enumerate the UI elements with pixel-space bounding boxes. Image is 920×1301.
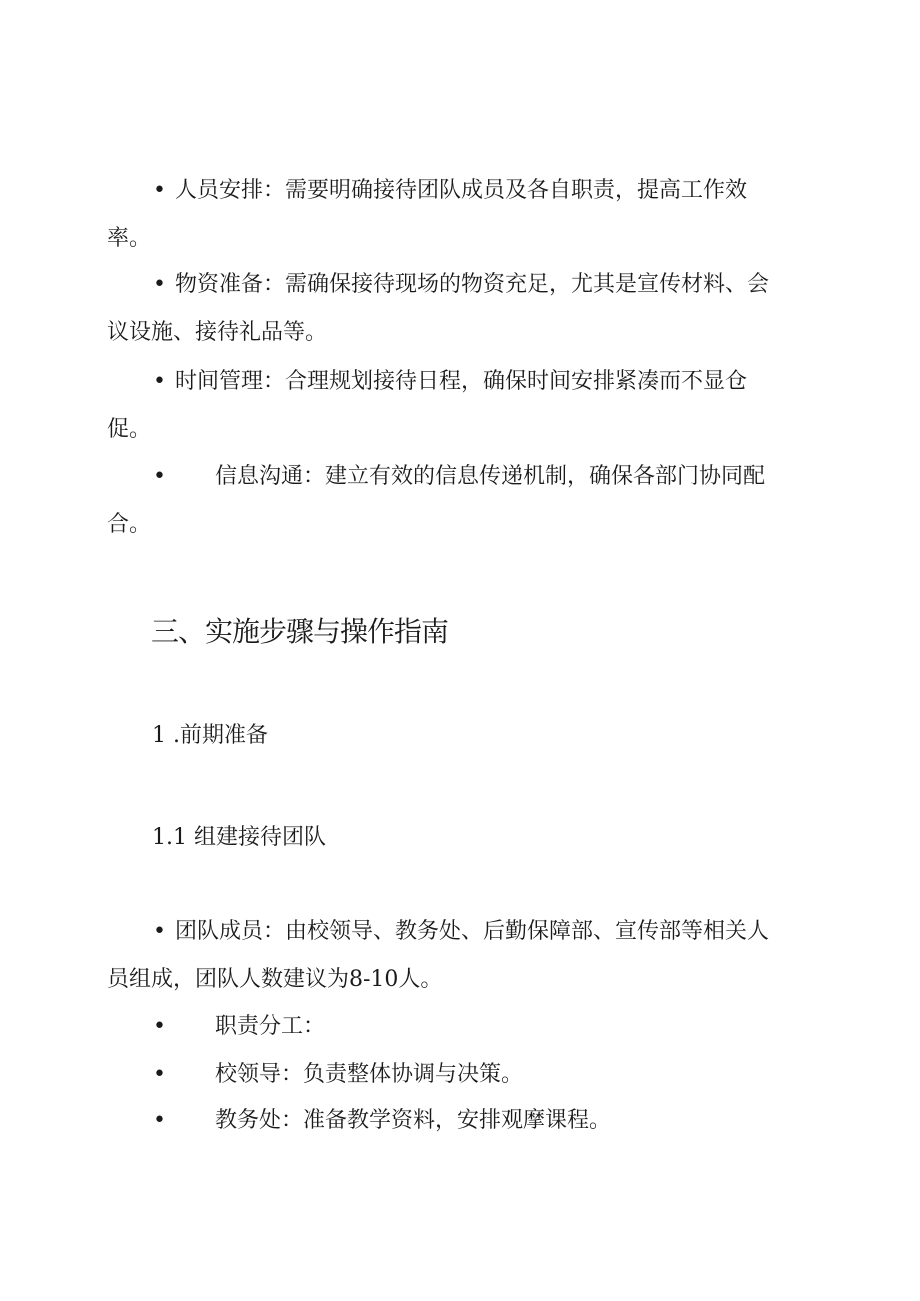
- bullet-marker: •: [153, 369, 166, 394]
- item-communication-line2: 合。: [107, 512, 152, 537]
- item-materials-line1: 物资准备：需确保接待现场的物资充足，尤其是宣传材料、会: [175, 272, 770, 297]
- bullet-marker: •: [153, 1062, 166, 1087]
- section-heading: 三、实施步骤与操作指南: [151, 615, 449, 648]
- item-personnel-line1: 人员安排：需要明确接待团队成员及各自职责，提高工作效: [175, 178, 748, 203]
- duties-label: 职责分工：: [215, 1014, 326, 1039]
- duty-school-leader: 校领导：负责整体协调与决策。: [215, 1062, 524, 1087]
- bullet-marker: •: [153, 1014, 166, 1039]
- item-time-line1: 时间管理：合理规划接待日程，确保时间安排紧凑而不显仓: [175, 369, 748, 394]
- bullet-marker: •: [153, 272, 166, 297]
- subsection-title: 1 .前期准备: [152, 723, 268, 748]
- duty-academic-affairs: 教务处：准备教学资料，安排观摩课程。: [215, 1108, 612, 1133]
- team-members-line2: 员组成，团队人数建议为8-10人。: [107, 967, 443, 992]
- team-members-line1: 团队成员：由校领导、教务处、后勤保障部、宣传部等相关人: [175, 919, 770, 944]
- bullet-marker: •: [153, 464, 166, 489]
- bullet-marker: •: [153, 178, 166, 203]
- subsection-title: 1.1 组建接待团队: [152, 825, 326, 850]
- item-communication-line1: 信息沟通：建立有效的信息传递机制，确保各部门协同配: [215, 464, 766, 489]
- bullet-marker: •: [153, 919, 166, 944]
- item-personnel-line2: 率。: [107, 226, 152, 251]
- bullet-marker: •: [153, 1108, 166, 1133]
- item-materials-line2: 议设施、接待礼品等。: [107, 320, 328, 345]
- item-time-line2: 促。: [107, 417, 152, 442]
